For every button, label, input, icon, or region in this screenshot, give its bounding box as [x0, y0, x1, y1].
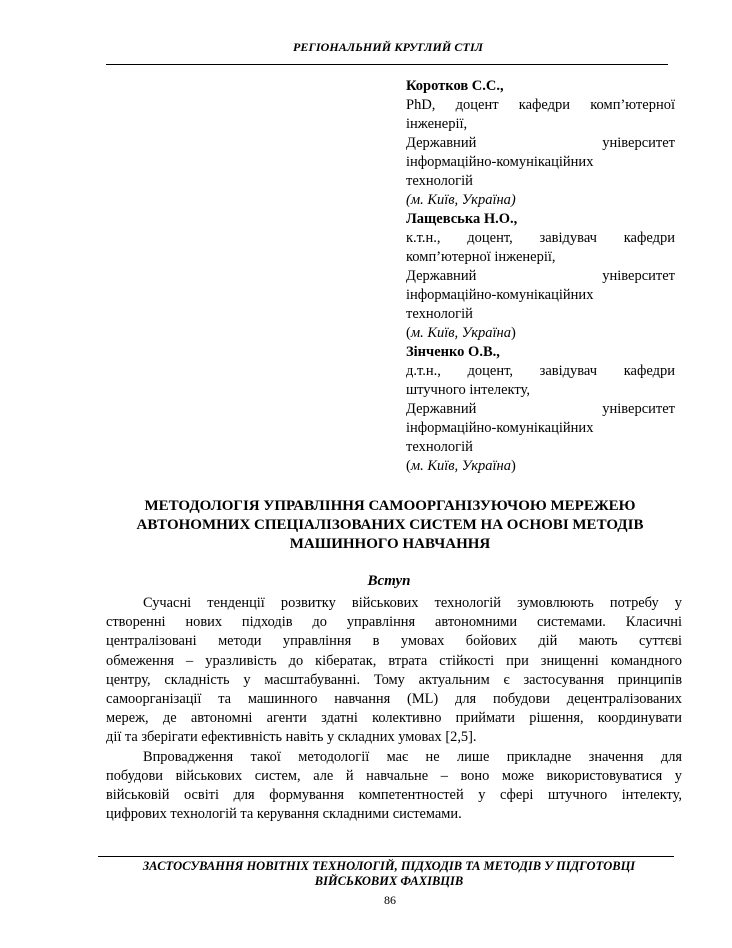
section-heading: Вступ: [367, 573, 411, 589]
paragraph-line: Впровадження такої методології має не лише прикладне значення для: [143, 748, 682, 765]
article-title: [100, 497, 680, 554]
author-location: [406, 457, 675, 476]
paragraph-line: побудови військових систем, але й навчальне – воно може використовуватися у: [106, 767, 682, 784]
author-affiliation-line: комп’ютерної інженерії,: [406, 249, 556, 265]
footer-line: ВІЙСЬКОВИХ ФАХІВЦІВ: [314, 874, 464, 888]
author-affiliation-line: штучного інтелекту,: [406, 382, 530, 398]
author-affiliation-line: інформаційно-комунікаційних: [406, 287, 594, 303]
location-paren-close: ): [510, 458, 516, 474]
author-location: [406, 324, 675, 343]
title-line: АВТОНОМНИХ СПЕЦІАЛІЗОВАНИХ СИСТЕМ НА ОСНОВІ МЕТОДІВ: [136, 517, 644, 533]
paragraph-line: створенні нових підходів до управління автономними системами. Класичні: [106, 614, 682, 631]
footer-line: ЗАСТОСУВАННЯ НОВІТНІХ ТЕХНОЛОГІЙ, ПІДХОДІВ ТА МЕТОДІВ У ПІДГОТОВЦІ: [142, 859, 636, 873]
running-footer: [106, 859, 672, 889]
paragraph-line: цифрових технологій та керування складними системами.: [106, 806, 462, 823]
location-paren-close: ): [510, 325, 516, 341]
paragraph-line: військовій освіті для формування компетентностей у сфері штучного інтелекту,: [106, 787, 682, 804]
author-name: Лащевська Н.О.,: [406, 211, 518, 227]
author-location: (м. Київ, Україна): [406, 192, 516, 208]
header-divider: [106, 64, 668, 65]
author-affiliation-line: к.т.н., доцент, завідувач кафедри: [406, 230, 675, 246]
paragraph-line: самоорганізації та машинного навчання (ML) для побудови децентралізованих: [106, 691, 682, 708]
paragraph-line: обмеження – уразливість до кібератак, втрата стійкості при знищенні командного: [106, 652, 682, 669]
running-header: РЕГІОНАЛЬНИЙ КРУГЛИЙ СТІЛ: [292, 40, 484, 54]
page-number: 86: [384, 893, 396, 907]
author-affiliation-line: Державний університет: [406, 268, 675, 284]
paragraph-line: Сучасні тенденції розвитку військових технологій зумовлюють потребу у: [143, 595, 682, 611]
author-affiliation-line: Державний університет: [406, 135, 675, 151]
location-paren-open: (: [406, 458, 411, 474]
location-text: м. Київ, Україна: [410, 458, 511, 474]
paragraph-line: централізовані методи управління в умовах бойових дій мають суттєві: [106, 633, 682, 650]
author-affiliation-line: Державний університет: [406, 401, 675, 417]
paragraph-line: центру, складність у масштабуванні. Тому актуальним є застосування принципів: [106, 671, 682, 688]
title-line: МЕТОДОЛОГІЯ УПРАВЛІННЯ САМООРГАНІЗУЮЧОЮ МЕРЕЖЕЮ: [144, 498, 636, 514]
paragraph-line: мереж, де автономні агенти здатні колективно приймати рішення, координувати: [106, 710, 682, 727]
author-block: [406, 77, 675, 476]
title-line: МАШИННОГО НАВЧАННЯ: [289, 536, 491, 552]
author-affiliation-line: технологій: [406, 439, 473, 455]
paragraph-line: дії та зберігати ефективність навіть у складних умовах [2,5].: [106, 729, 477, 746]
author-affiliation-line: PhD, доцент кафедри комп’ютерної: [406, 97, 675, 113]
author-name: Зінченко О.В.,: [406, 344, 500, 360]
author-affiliation-line: технологій: [406, 306, 473, 322]
paragraph: [106, 594, 682, 748]
author-affiliation-line: інформаційно-комунікаційних: [406, 420, 594, 436]
paragraph: [106, 748, 682, 825]
location-text: м. Київ, Україна: [410, 325, 511, 341]
body-text: [106, 594, 682, 824]
footer-divider: [98, 856, 674, 857]
location-paren-open: (: [406, 325, 411, 341]
author-name: Коротков С.С.,: [406, 78, 504, 94]
author-affiliation-line: інформаційно-комунікаційних: [406, 154, 594, 170]
author-affiliation-line: технологій: [406, 173, 473, 189]
author-affiliation-line: інженерії,: [406, 116, 468, 132]
author-affiliation-line: д.т.н., доцент, завідувач кафедри: [406, 363, 675, 379]
